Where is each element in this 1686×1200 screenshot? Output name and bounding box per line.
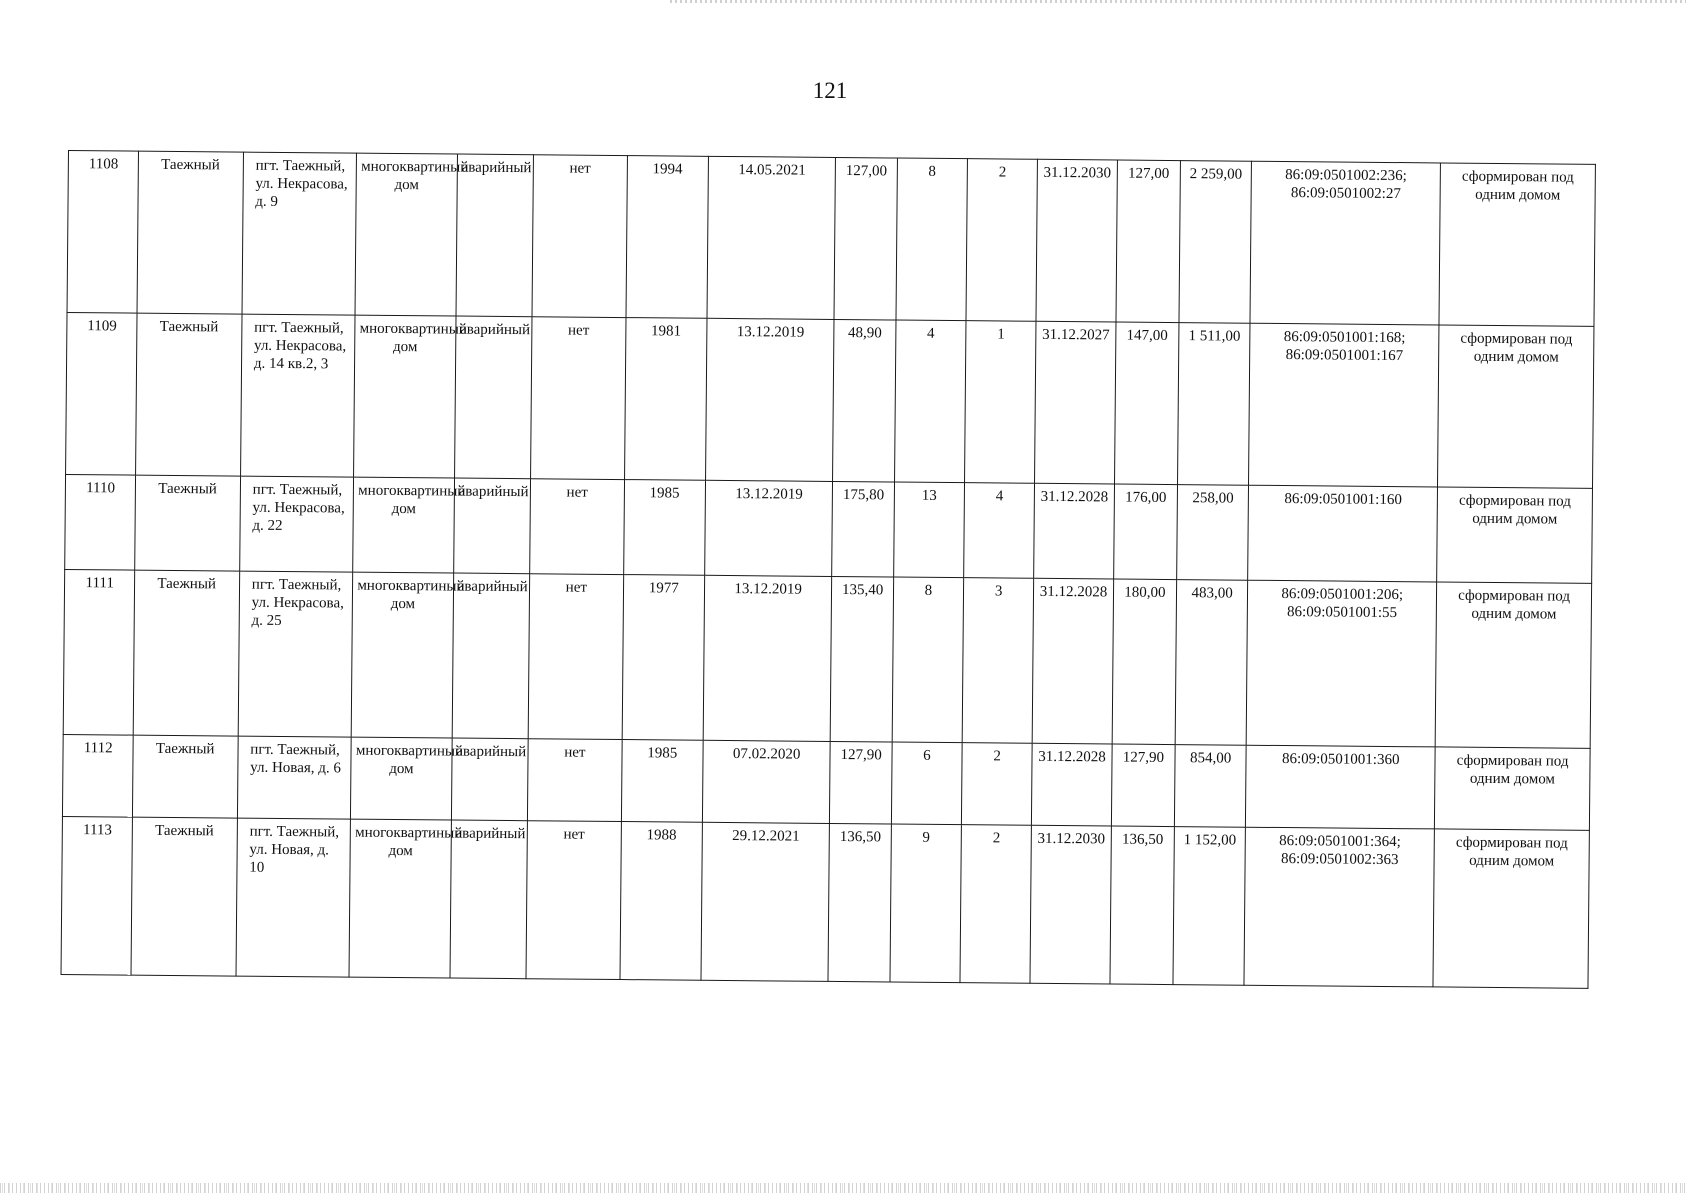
residents-cell: 9 — [890, 824, 962, 983]
note-cell: сформирован под одним домом — [1438, 325, 1594, 488]
year-cell: 1988 — [620, 822, 703, 981]
row-number: 1108 — [67, 151, 139, 314]
date-cell: 13.12.2019 — [705, 480, 833, 576]
deadline-cell: 31.12.2027 — [1035, 321, 1116, 484]
residents-cell: 8 — [892, 577, 964, 743]
cost-cell: 258,00 — [1177, 485, 1249, 581]
settlement-cell: Таежный — [131, 817, 237, 976]
cadastral-cell: 86:09:0501002:236; 86:09:0501002:27 — [1250, 161, 1440, 325]
units-cell: 2 — [960, 825, 1032, 984]
flag-cell: нет — [528, 574, 623, 740]
area2-cell: 127,90 — [1111, 744, 1175, 827]
status-cell: аварийный — [456, 154, 534, 317]
area2-cell: 147,00 — [1114, 322, 1179, 485]
settlement-cell: Таежный — [135, 475, 240, 571]
cadastral-cell: 86:09:0501001:364; 86:09:0501002:363 — [1244, 827, 1434, 987]
settlement-cell: Таежный — [137, 151, 243, 314]
residents-cell: 6 — [891, 742, 962, 825]
building-type-cell: многоквартиный дом — [351, 737, 452, 820]
status-cell: аварийный — [451, 738, 528, 821]
flag-cell: нет — [526, 821, 621, 980]
table-body — [61, 151, 1595, 989]
building-type-cell: многоквартиный дом — [353, 477, 454, 573]
cadastral-cell: 86:09:0501001:206; 86:09:0501001:55 — [1246, 580, 1436, 747]
settlement-cell: Таежный — [133, 735, 238, 818]
deadline-cell: 31.12.2028 — [1034, 483, 1114, 579]
scan-edge-top — [670, 0, 1686, 3]
page-number: 121 — [812, 78, 848, 103]
year-cell: 1985 — [621, 740, 703, 823]
year-cell: 1994 — [626, 156, 709, 319]
units-cell: 2 — [966, 159, 1038, 322]
date-cell: 07.02.2020 — [702, 740, 830, 823]
building-type-cell: многоквартиный дом — [354, 315, 456, 478]
cadastral-cell: 86:09:0501001:360 — [1246, 745, 1436, 829]
settlement-cell: Таежный — [134, 570, 240, 736]
area2-cell: 176,00 — [1113, 484, 1177, 580]
table-row — [61, 816, 1589, 988]
address-cell: пгт. Таежный, ул. Некрасова, д. 22 — [239, 476, 353, 572]
flag-cell: нет — [528, 739, 622, 822]
cost-cell: 1 511,00 — [1177, 323, 1250, 486]
area-cell: 175,80 — [832, 481, 894, 577]
status-cell: аварийный — [454, 316, 532, 479]
date-cell: 13.12.2019 — [703, 575, 832, 741]
row-number: 1113 — [61, 816, 133, 975]
row-number: 1111 — [63, 569, 135, 735]
note-cell: сформирован под одним домом — [1435, 582, 1591, 748]
table-row — [66, 312, 1594, 488]
housing-register-table — [61, 150, 1596, 989]
scan-edge-bottom — [0, 1183, 1686, 1193]
deadline-cell: 31.12.2030 — [1036, 159, 1117, 322]
row-number: 1110 — [65, 474, 136, 570]
flag-cell: нет — [532, 155, 627, 318]
note-cell: сформирован под одним домом — [1439, 163, 1595, 326]
address-cell: пгт. Таежный, ул. Новая, д. 6 — [237, 736, 351, 819]
note-cell: сформирован под одним домом — [1435, 747, 1591, 830]
status-cell: аварийный — [450, 820, 528, 979]
area-cell: 127,00 — [834, 157, 897, 320]
date-cell: 14.05.2021 — [707, 156, 836, 319]
residents-cell: 4 — [894, 320, 966, 483]
building-type-cell: многоквартиный дом — [349, 819, 451, 978]
year-cell: 1977 — [622, 575, 705, 741]
cadastral-cell: 86:09:0501001:168; 86:09:0501001:167 — [1249, 323, 1439, 487]
cost-cell: 483,00 — [1175, 580, 1248, 746]
deadline-cell: 31.12.2028 — [1032, 578, 1113, 744]
year-cell: 1985 — [623, 480, 705, 576]
cadastral-cell: 86:09:0501001:160 — [1248, 485, 1438, 582]
area-cell: 48,90 — [833, 319, 896, 482]
flag-cell: нет — [530, 479, 624, 575]
units-cell: 4 — [964, 483, 1035, 579]
area2-cell: 127,00 — [1116, 160, 1181, 323]
cost-cell: 2 259,00 — [1179, 161, 1252, 324]
status-cell: аварийный — [453, 478, 530, 574]
units-cell: 3 — [962, 578, 1034, 744]
table-row — [67, 151, 1595, 327]
note-cell: сформирован под одним домом — [1433, 829, 1589, 988]
building-type-cell: многоквартиный дом — [355, 153, 457, 316]
address-cell: пгт. Таежный, ул. Некрасова, д. 25 — [238, 571, 353, 737]
cost-cell: 854,00 — [1174, 745, 1246, 828]
residents-cell: 8 — [896, 158, 968, 321]
date-cell: 13.12.2019 — [705, 318, 834, 481]
address-cell: пгт. Таежный, ул. Некрасова, д. 9 — [242, 152, 357, 315]
table-row — [63, 569, 1591, 748]
units-cell: 2 — [961, 743, 1032, 826]
area2-cell: 180,00 — [1112, 579, 1177, 745]
note-cell: сформирован под одним домом — [1437, 487, 1593, 583]
table-row — [62, 734, 1590, 830]
residents-cell: 13 — [893, 482, 964, 578]
row-number: 1112 — [62, 734, 133, 817]
area2-cell: 136,50 — [1110, 826, 1175, 985]
area-cell: 136,50 — [828, 823, 891, 982]
deadline-cell: 31.12.2030 — [1030, 825, 1111, 984]
area-cell: 127,90 — [830, 741, 892, 824]
flag-cell: нет — [531, 317, 626, 480]
building-type-cell: многоквартиный дом — [351, 572, 453, 738]
date-cell: 29.12.2021 — [701, 822, 830, 981]
row-number: 1109 — [66, 312, 138, 475]
units-cell: 1 — [965, 321, 1037, 484]
deadline-cell: 31.12.2028 — [1032, 743, 1112, 826]
cost-cell: 1 152,00 — [1173, 827, 1246, 986]
status-cell: аварийный — [452, 573, 530, 739]
year-cell: 1981 — [624, 318, 707, 481]
table-row — [65, 474, 1593, 583]
settlement-cell: Таежный — [136, 313, 242, 476]
address-cell: пгт. Таежный, ул. Новая, д. 10 — [236, 818, 351, 977]
address-cell: пгт. Таежный, ул. Некрасова, д. 14 кв.2, 3 — [240, 314, 355, 477]
area-cell: 135,40 — [831, 576, 894, 742]
